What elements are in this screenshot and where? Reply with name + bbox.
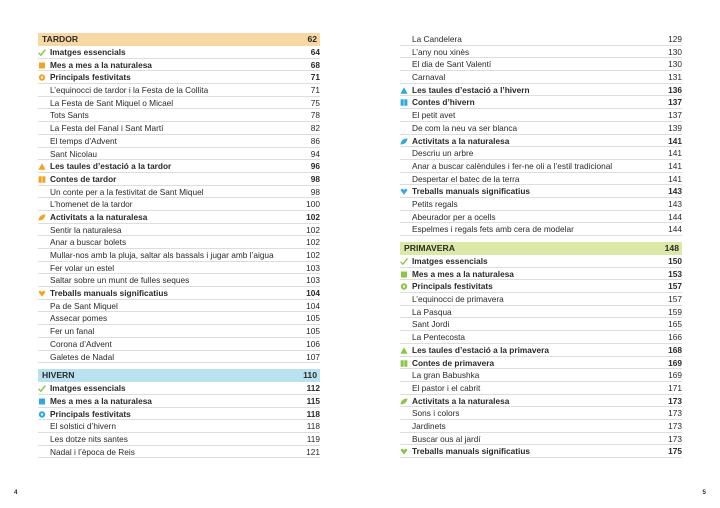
entry-page-number: 115 xyxy=(306,395,320,406)
toc-entry xyxy=(38,446,320,459)
entry-title: Les taules d’estació a l’hivern xyxy=(412,84,530,95)
entry-title: Assecar pomes xyxy=(50,313,108,324)
entry-page-number: 144 xyxy=(668,224,682,235)
entry-title: Buscar ous al jardí xyxy=(412,433,481,444)
toc-entry xyxy=(400,369,682,382)
entry-page-number: 157 xyxy=(668,281,682,292)
entry-page-number: 98 xyxy=(310,173,320,184)
entry-title: Mes a mes a la naturalesa xyxy=(412,268,514,279)
entry-title: Petits regals xyxy=(412,198,458,209)
entry-page-number: 119 xyxy=(306,433,320,444)
entry-title: La Pasqua xyxy=(412,306,452,317)
entry-title: Activitats a la naturalesa xyxy=(412,395,510,406)
toc-entry xyxy=(400,109,682,122)
toc-entry xyxy=(38,262,320,275)
entry-page-number: 62 xyxy=(307,34,317,44)
entry-title: Carnaval xyxy=(412,72,446,83)
category-heading xyxy=(400,357,682,370)
entry-title: Activitats a la naturalesa xyxy=(50,211,148,222)
entry-page-number: 139 xyxy=(668,122,682,133)
entry-page-number: 141 xyxy=(668,173,682,184)
entry-page-number: 104 xyxy=(306,300,320,311)
entry-title: Anar a buscar calèndules i fer-ne oli a l’estil tradicional xyxy=(412,160,613,171)
toc-entry xyxy=(400,407,682,420)
entry-title: Principals festivitats xyxy=(50,408,131,419)
entry-title: Imatges essencials xyxy=(50,383,126,394)
entry-title: Imatges essencials xyxy=(412,256,488,266)
entry-title: El temps d’Advent xyxy=(50,135,117,146)
entry-title: PRIMAVERA xyxy=(404,243,455,253)
entry-title: Sant Jordi xyxy=(412,319,450,330)
entry-page-number: 131 xyxy=(668,72,682,83)
toc-entry xyxy=(38,109,320,122)
entry-page-number: 112 xyxy=(306,383,320,394)
toc-entry xyxy=(38,148,320,161)
tent-icon xyxy=(400,87,408,94)
entry-page-number: 143 xyxy=(668,186,682,197)
entry-page-number: 86 xyxy=(310,135,320,146)
entry-page-number: 103 xyxy=(306,262,320,273)
leaf-icon xyxy=(400,398,408,405)
entry-page-number: 71 xyxy=(310,72,320,83)
entry-title: Fer un fanal xyxy=(50,326,95,337)
square-icon xyxy=(400,271,408,278)
entry-page-number: 169 xyxy=(668,357,682,368)
toc-entry xyxy=(400,223,682,236)
toc-entry xyxy=(400,211,682,224)
entry-page-number: 100 xyxy=(306,199,320,210)
toc-entry xyxy=(400,293,682,306)
entry-page-number: 166 xyxy=(668,332,682,343)
toc-entry xyxy=(400,433,682,446)
entry-title: Treballs manuals significatius xyxy=(412,186,531,197)
category-heading xyxy=(38,382,320,395)
category-heading xyxy=(38,173,320,186)
entry-title: L’any nou xinès xyxy=(412,46,470,57)
entry-page-number: 96 xyxy=(310,161,320,172)
entry-page-number: 150 xyxy=(668,256,682,266)
entry-title: El dia de Sant Valentí xyxy=(412,59,492,70)
flower-icon xyxy=(400,283,408,290)
entry-title: Jardinets xyxy=(412,420,446,431)
entry-title: La Festa del Fanal i Sant Martí xyxy=(50,123,164,134)
entry-title: Les dotze nits santes xyxy=(50,433,128,444)
entry-title: Sentir la naturalesa xyxy=(50,224,122,235)
entry-page-number: 104 xyxy=(306,288,320,299)
book-icon xyxy=(400,99,408,106)
toc-entry xyxy=(400,122,682,135)
entry-page-number: 107 xyxy=(306,351,320,362)
page-number: 5 xyxy=(702,489,706,496)
entry-title: Contes de primavera xyxy=(412,357,495,368)
entry-page-number: 130 xyxy=(668,46,682,57)
category-heading xyxy=(38,59,320,72)
entry-title: Principals festivitats xyxy=(50,72,131,83)
entry-title: Contes de tardor xyxy=(50,173,117,184)
toc-entry xyxy=(38,122,320,135)
leaf-icon xyxy=(400,138,408,145)
entry-title: L’equinocci de tardor i la Festa de la Collita xyxy=(50,85,209,96)
hand-icon xyxy=(38,290,46,297)
entry-title: Saltar sobre un munt de fulles seques xyxy=(50,275,190,286)
toc-entry xyxy=(400,318,682,331)
entry-page-number: 141 xyxy=(668,160,682,171)
entry-page-number: 106 xyxy=(306,338,320,349)
entry-title: La Pentecosta xyxy=(412,332,466,343)
entry-title: Espelmes i regals fets amb cera de modelar xyxy=(412,224,574,235)
entry-page-number: 144 xyxy=(668,211,682,222)
entry-title: Les taules d’estació a la primavera xyxy=(412,344,549,355)
entry-page-number: 64 xyxy=(310,47,320,57)
entry-page-number: 102 xyxy=(306,250,320,260)
page-number: 4 xyxy=(14,489,18,496)
entry-title: Sant Nicolau xyxy=(50,148,98,159)
entry-title: Contes d’hivern xyxy=(412,97,475,108)
entry-page-number: 129 xyxy=(668,34,682,44)
entry-page-number: 118 xyxy=(306,408,320,419)
entry-page-number: 121 xyxy=(306,446,320,457)
entry-title: La Festa de Sant Miquel o Micael xyxy=(50,97,174,108)
entry-title: Pa de Sant Miquel xyxy=(50,300,118,311)
toc-entry xyxy=(38,325,320,338)
entry-title: Corona d’Advent xyxy=(50,338,112,349)
toc-entry xyxy=(38,236,320,249)
book-icon xyxy=(400,360,408,367)
toc-entry xyxy=(38,198,320,211)
entry-title: El petit avet xyxy=(412,110,456,121)
category-heading xyxy=(400,280,682,293)
category-heading xyxy=(400,96,682,109)
square-icon xyxy=(38,62,46,69)
toc-entry xyxy=(38,300,320,313)
category-heading xyxy=(400,395,682,408)
entry-page-number: 105 xyxy=(306,326,320,337)
entry-page-number: 71 xyxy=(310,85,320,96)
category-heading xyxy=(400,445,682,458)
entry-page-number: 102 xyxy=(306,237,320,248)
toc-entry xyxy=(400,147,682,160)
entry-page-number: 110 xyxy=(303,370,317,381)
entry-page-number: 78 xyxy=(310,110,320,121)
entry-title: Mes a mes a la naturalesa xyxy=(50,395,152,406)
entry-title: Abeurador per a ocells xyxy=(412,211,496,222)
square-icon xyxy=(38,398,46,405)
category-heading xyxy=(400,135,682,148)
entry-title: El pastor i el cabrit xyxy=(412,382,481,393)
entry-page-number: 75 xyxy=(310,97,320,108)
entry-page-number: 168 xyxy=(668,344,682,355)
category-heading xyxy=(400,84,682,97)
entry-page-number: 173 xyxy=(668,433,682,444)
entry-page-number: 98 xyxy=(310,186,320,197)
category-heading xyxy=(400,255,682,268)
entry-page-number: 148 xyxy=(664,243,679,253)
entry-page-number: 137 xyxy=(668,110,682,121)
section-header-primavera xyxy=(400,242,682,255)
entry-title: Galetes de Nadal xyxy=(50,351,115,362)
entry-title: Tots Sants xyxy=(50,110,89,121)
toc-entry xyxy=(38,84,320,97)
toc-entry xyxy=(400,58,682,71)
toc-entry xyxy=(38,135,320,148)
entry-page-number: 153 xyxy=(668,268,682,279)
hand-icon xyxy=(400,188,408,195)
tent-icon xyxy=(400,347,408,354)
toc-entry xyxy=(400,160,682,173)
toc-entry xyxy=(38,351,320,364)
entry-page-number: 118 xyxy=(306,421,320,432)
entry-title: L’equinocci de primavera xyxy=(412,294,504,305)
book-icon xyxy=(38,176,46,183)
entry-page-number: 105 xyxy=(306,313,320,324)
entry-page-number: 173 xyxy=(668,408,682,419)
entry-page-number: 171 xyxy=(668,382,682,393)
entry-title: La Candelera xyxy=(412,34,462,44)
table-of-contents xyxy=(38,33,320,458)
entry-page-number: 94 xyxy=(310,148,320,159)
entry-title: TARDOR xyxy=(42,34,79,44)
toc-entry xyxy=(400,420,682,433)
toc-entry xyxy=(400,382,682,395)
entry-title: Treballs manuals significatius xyxy=(412,446,531,457)
entry-page-number: 102 xyxy=(306,211,320,222)
entry-page-number: 157 xyxy=(668,294,682,305)
entry-page-number: 103 xyxy=(306,275,320,286)
entry-title: Mullar-nos amb la pluja, saltar als bassals i jugar amb l’aigua xyxy=(50,250,274,260)
entry-title: El solstici d’hivern xyxy=(50,421,116,432)
category-heading xyxy=(400,344,682,357)
entry-page-number: 68 xyxy=(310,59,320,70)
toc-entry xyxy=(38,97,320,110)
entry-title: Sons i colors xyxy=(412,408,460,419)
tent-icon xyxy=(38,163,46,170)
check-icon xyxy=(38,385,46,392)
entry-title: L’homenet de la tardor xyxy=(50,199,133,210)
entry-title: Nadal i l’època de Reis xyxy=(50,446,135,457)
entry-title: De com la neu va ser blanca xyxy=(412,122,518,133)
flower-icon xyxy=(38,411,46,418)
entry-page-number: 143 xyxy=(668,198,682,209)
entry-title: Treballs manuals significatius xyxy=(50,288,169,299)
toc-entry xyxy=(38,249,320,262)
toc-entry xyxy=(400,71,682,84)
table-of-contents xyxy=(400,33,682,458)
category-heading xyxy=(38,287,320,300)
entry-page-number: 169 xyxy=(668,370,682,381)
entry-page-number: 175 xyxy=(668,446,682,457)
toc-entry xyxy=(38,224,320,237)
category-heading xyxy=(400,268,682,281)
entry-title: Mes a mes a la naturalesa xyxy=(50,59,152,70)
toc-entry xyxy=(400,198,682,211)
entry-page-number: 102 xyxy=(306,224,320,235)
right-page xyxy=(360,0,720,508)
entry-title: HIVERN xyxy=(42,370,75,381)
entry-page-number: 173 xyxy=(668,395,682,406)
category-heading xyxy=(38,395,320,408)
entry-page-number: 173 xyxy=(668,420,682,431)
entry-page-number: 141 xyxy=(668,148,682,159)
toc-entry xyxy=(400,173,682,186)
toc-entry xyxy=(38,338,320,351)
entry-page-number: 130 xyxy=(668,59,682,70)
leaf-icon xyxy=(38,214,46,221)
entry-title: Fer volar un estel xyxy=(50,262,115,273)
entry-title: Les taules d’estació a la tardor xyxy=(50,161,172,172)
category-heading xyxy=(38,71,320,84)
category-heading xyxy=(38,46,320,59)
category-heading xyxy=(400,185,682,198)
entry-title: La gran Babushka xyxy=(412,370,480,381)
check-icon xyxy=(400,258,408,265)
entry-page-number: 82 xyxy=(310,123,320,134)
toc-entry xyxy=(38,433,320,446)
category-heading xyxy=(38,211,320,224)
toc-entry xyxy=(400,306,682,319)
toc-entry xyxy=(38,274,320,287)
toc-entry xyxy=(38,420,320,433)
entry-page-number: 165 xyxy=(668,319,682,330)
toc-entry xyxy=(400,33,682,46)
entry-title: Activitats a la naturalesa xyxy=(412,135,510,146)
toc-entry xyxy=(400,331,682,344)
entry-title: Anar a buscar bolets xyxy=(50,237,127,248)
entry-title: Un conte per a la festivitat de Sant Miquel xyxy=(50,186,204,197)
entry-page-number: 159 xyxy=(668,306,682,317)
section-header-tardor xyxy=(38,33,320,46)
entry-page-number: 137 xyxy=(668,97,682,108)
toc-entry xyxy=(400,46,682,59)
entry-title: Imatges essencials xyxy=(50,47,126,57)
entry-title: Descriu un arbre xyxy=(412,148,474,159)
entry-page-number: 136 xyxy=(668,84,682,95)
toc-entry xyxy=(38,312,320,325)
toc-entry xyxy=(38,186,320,199)
category-heading xyxy=(38,408,320,421)
entry-title: Despertar el batec de la terra xyxy=(412,173,520,184)
entry-page-number: 141 xyxy=(668,135,682,146)
flower-icon xyxy=(38,74,46,81)
entry-title: Principals festivitats xyxy=(412,281,493,292)
section-header-hivern xyxy=(38,369,320,382)
check-icon xyxy=(38,49,46,56)
category-heading xyxy=(38,160,320,173)
hand-icon xyxy=(400,448,408,455)
